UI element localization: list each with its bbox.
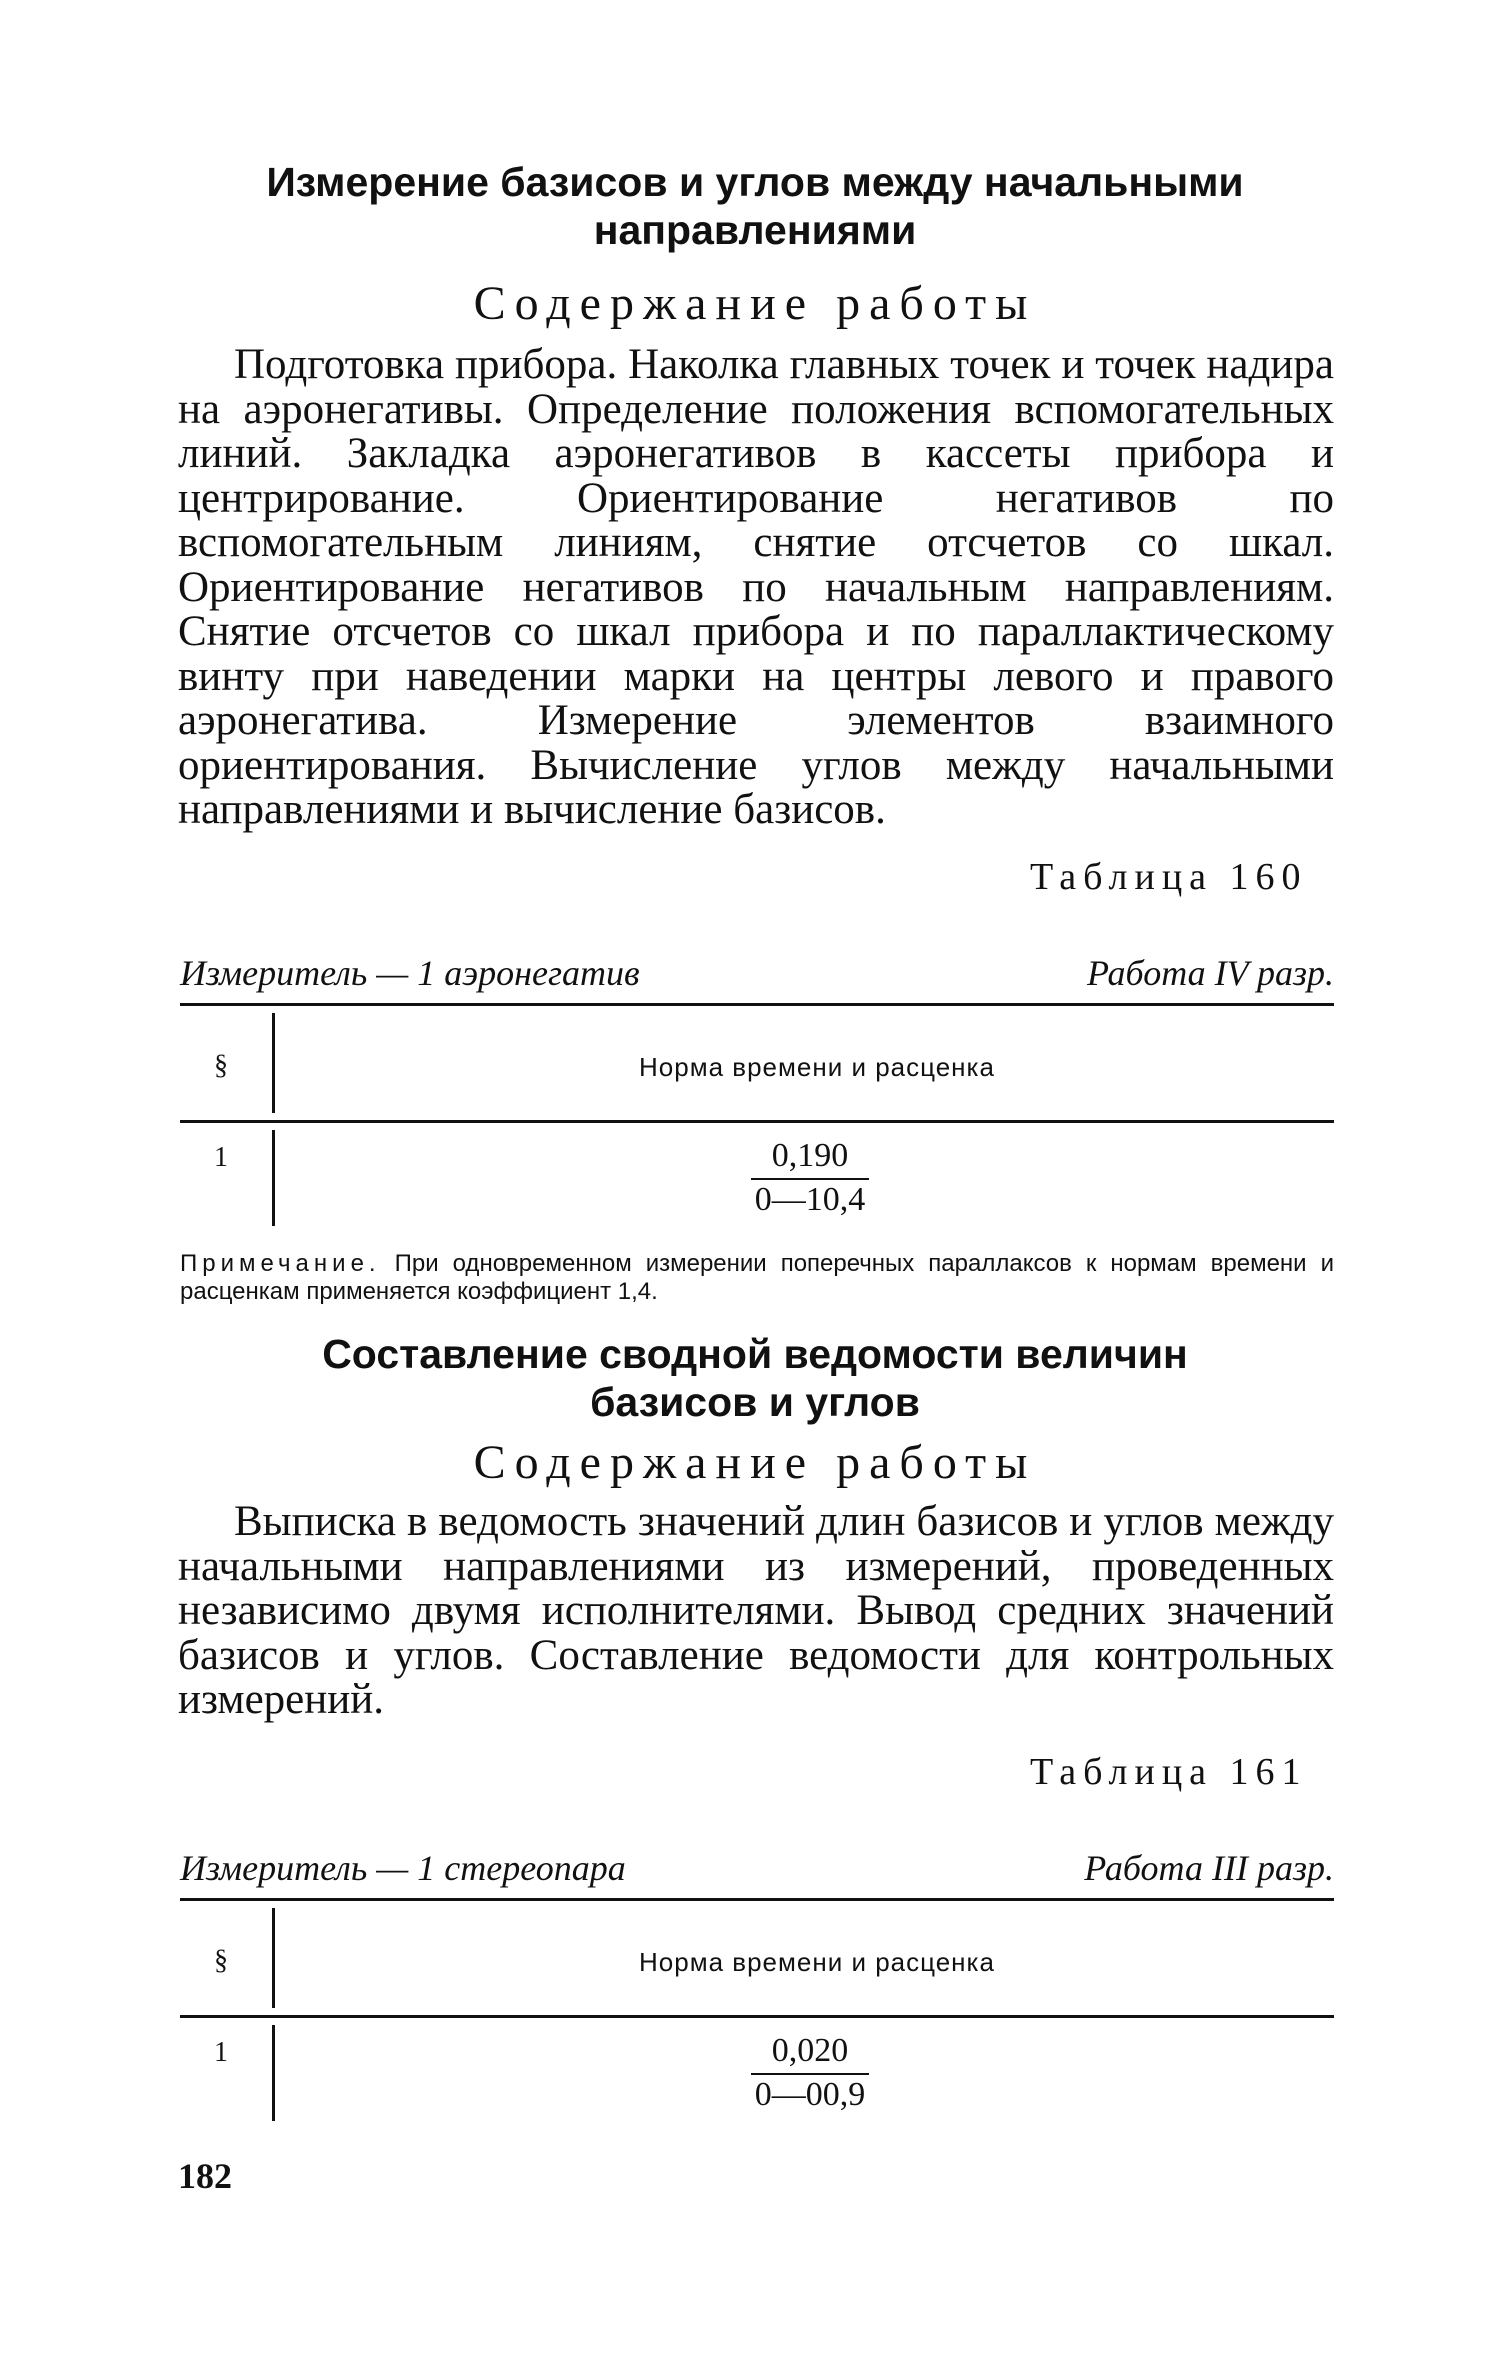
table160-header-divider [272,1013,275,1113]
section2-title-line2: базисов и углов [590,1379,920,1425]
section2-subtitle: Содержание работы [473,1436,1037,1489]
table161-col1-header: § [214,1945,228,1976]
table160-top-rule [180,1003,1334,1006]
table161-fraction [751,2031,870,2115]
table161-body-divider [272,2025,275,2121]
section2-title-line1: Составление сводной ведомости величин [322,1331,1188,1377]
table160-col1-header: § [214,1050,228,1081]
table161-top-rule [180,1898,1334,1901]
table160-col2-header: Норма времени и расценка [639,1052,995,1082]
table161-measure-row [180,1847,1334,1889]
table161-time-norm: 0,020 [771,2032,849,2069]
table161-label: Таблица 161 [1030,1751,1308,1793]
table160-row-number: 1 [214,1142,228,1173]
table161-rate: 0—00,9 [751,2073,870,2115]
table161-header-rule [180,2015,1334,2018]
table160-time-norm: 0,190 [771,1137,849,1174]
note-label: Примечание. [180,1250,381,1277]
table160-work-grade: Работа IV разр. [1086,953,1334,993]
section1-body: Подготовка прибора. Наколка главных точек и точек надира на аэронегативы. Определение положения вспомогательных линий. Закладка аэронегативов в кассеты прибора и центрирование. Ориентирование негативов по вспомогательным линиям, снятие отсчетов со шкал. Ориентирование негативов по начальным направлениям. Снятие отсчетов со шкал прибора и по параллактическому винту при наведении марки на центры левого и правого аэронегатива. Измерение элементов взаимного ориентирования. Вычисление углов между начальными направлениями и вычисление базисов. [178,341,1334,833]
table160-rate: 0—10,4 [751,1178,870,1220]
section2-title [180,1330,1330,1426]
table161-value [660,2031,960,2115]
section2-body: Выписка в ведомость значений длин базисов и углов между начальными направлениями из измерений, проведенных независимо двумя исполнителями. Вывод средних значений базисов и углов. Составление ведомости для контрольных измерений. [178,1498,1334,1723]
table161-header-divider [272,1908,275,2008]
table161-col2-header: Норма времени и расценка [639,1947,995,1977]
table160-body-divider [272,1130,275,1226]
table160-value [660,1136,960,1220]
section1-title-line1: Измерение базисов и углов между начальными [266,159,1244,205]
section1-subtitle: Содержание работы [473,277,1037,330]
table160-label: Таблица 160 [1030,856,1308,898]
page-number: 182 [178,2156,232,2196]
table161-work-grade: Работа III разр. [1084,1848,1334,1888]
section1-title-line2: направлениями [593,207,917,253]
table160-note [180,1250,1334,1306]
table161-measure-unit: Измеритель — 1 стереопара [180,1848,626,1888]
table161-row-number: 1 [214,2037,228,2068]
table160-measure-row [180,952,1334,994]
table160-header-rule [180,1120,1334,1123]
table160-measure-unit: Измеритель — 1 аэронегатив [180,953,640,993]
note-text: При одновременном измерении поперечных параллаксов к нормам времени и расценкам применяется коэффициент 1,4. [180,1250,1334,1305]
section1-title [180,158,1330,254]
table160-fraction [751,1136,870,1220]
